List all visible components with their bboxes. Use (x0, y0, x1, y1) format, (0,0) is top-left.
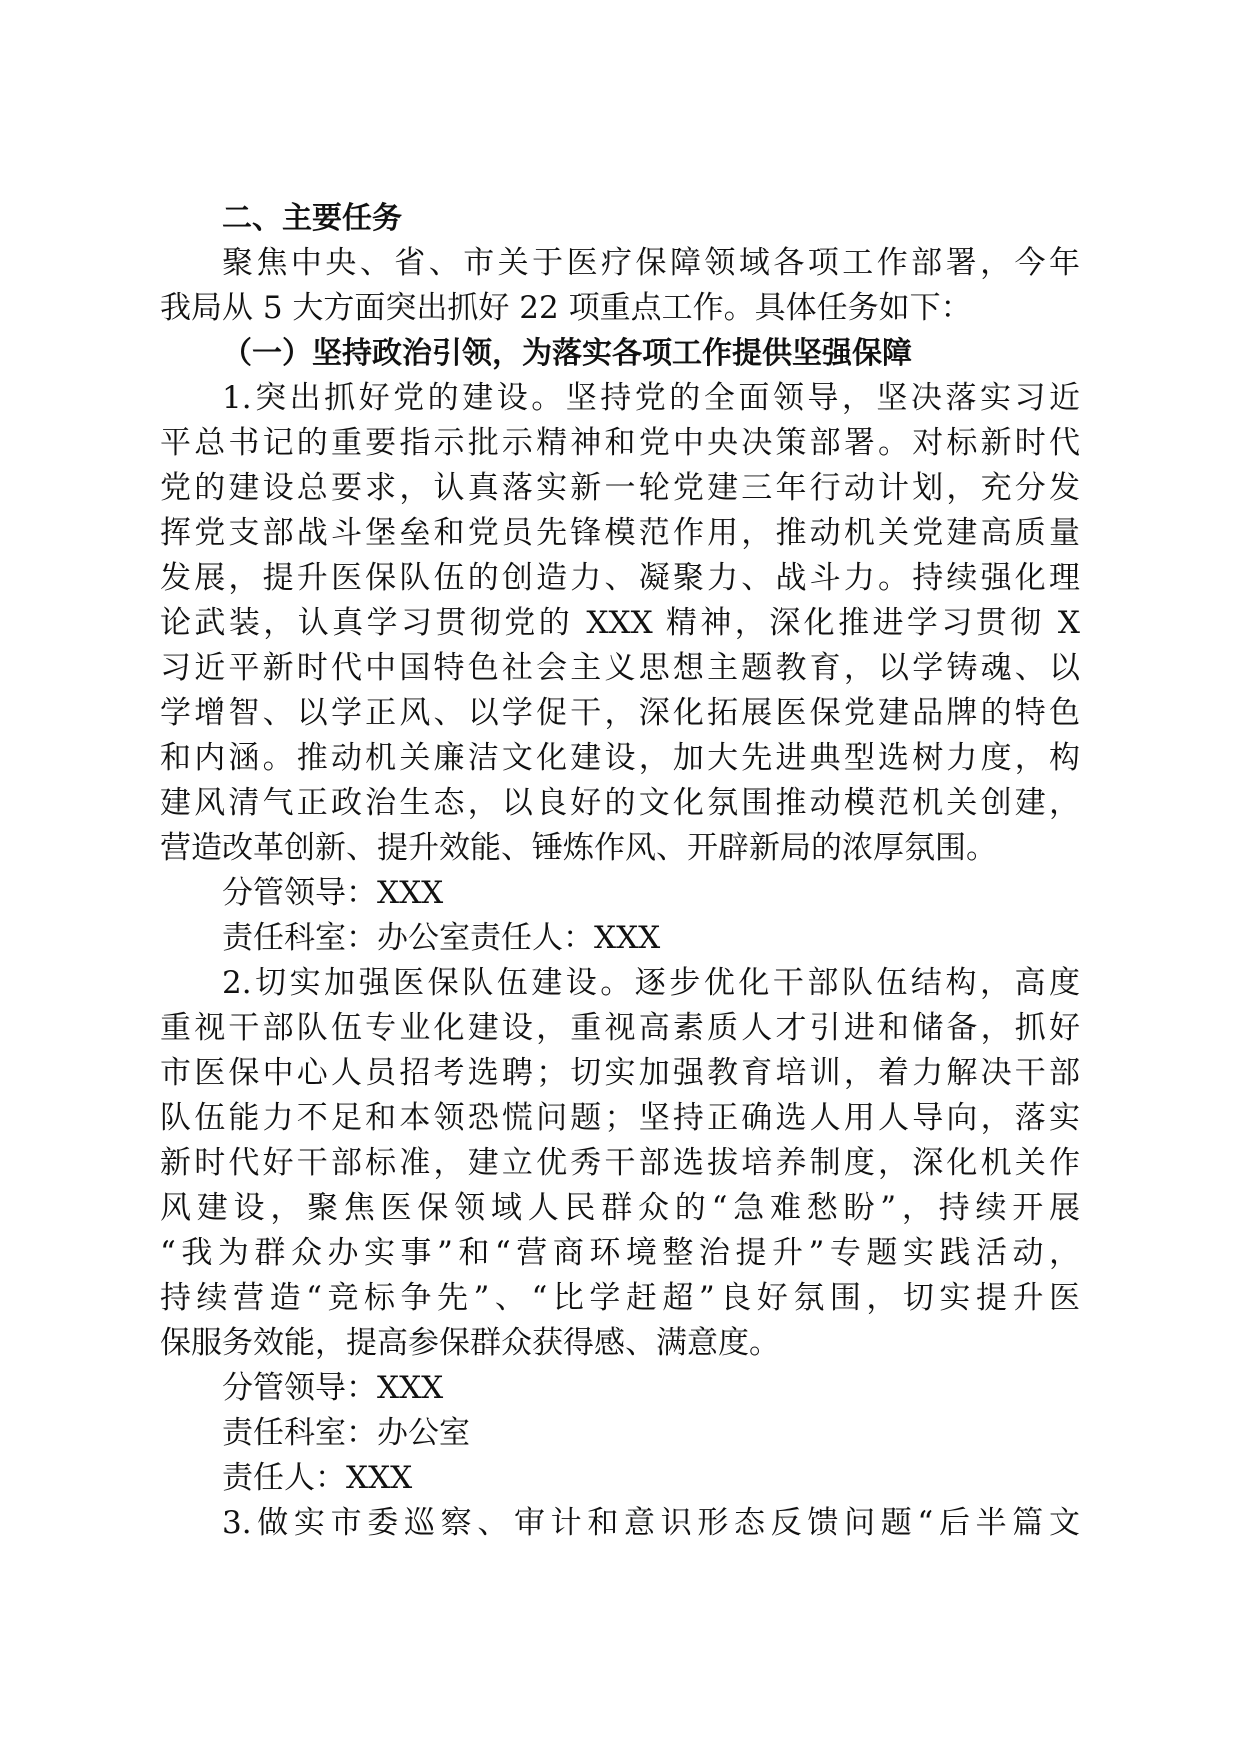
leader-line: 分管领导：XXX (222, 1370, 444, 1406)
paragraph-line: 学增智、以学正风、以学促干，深化拓展医保党建品牌的特色 (160, 695, 1080, 731)
office-line: 责任科室：办公室 (222, 1415, 470, 1451)
paragraph-line: 论武装，认真学习贯彻党的 XXX 精神，深化推进学习贯彻 X (160, 605, 1080, 641)
paragraph-line: 持续营造“竞标争先”、“比学赶超”良好氛围，切实提升医 (160, 1280, 1080, 1316)
paragraph-line: 营造改革创新、提升效能、锤炼作风、开辟新局的浓厚氛围。 (160, 830, 997, 866)
paragraph-line: “我为群众办实事”和“营商环境整治提升”专题实践活动， (160, 1235, 1080, 1271)
section-heading: 二、主要任务 (222, 201, 402, 236)
office-line: 责任科室：办公室责任人：XXX (222, 920, 661, 956)
paragraph-line: 队伍能力不足和本领恐慌问题；坚持正确选人用人导向，落实 (160, 1100, 1080, 1136)
paragraph-line: 习近平新时代中国特色社会主义思想主题教育，以学铸魂、以 (160, 650, 1080, 686)
document-body (160, 196, 1080, 1546)
paragraph-line: 党的建设总要求，认真落实新一轮党建三年行动计划，充分发 (160, 470, 1080, 506)
paragraph-line: 新时代好干部标准，建立优秀干部选拔培养制度，深化机关作 (160, 1145, 1080, 1181)
paragraph-line: 挥党支部战斗堡垒和党员先锋模范作用，推动机关党建高质量 (160, 515, 1080, 551)
paragraph-line: 风建设，聚焦医保领域人民群众的“急难愁盼”，持续开展 (160, 1190, 1080, 1226)
paragraph-line: 和内涵。推动机关廉洁文化建设，加大先进典型选树力度，构 (160, 740, 1080, 776)
paragraph-line: 平总书记的重要指示批示精神和党中央决策部署。对标新时代 (160, 425, 1080, 461)
intro-line: 我局从 5 大方面突出抓好 22 项重点工作。具体任务如下： (160, 290, 972, 326)
leader-line: 分管领导：XXX (222, 875, 444, 911)
paragraph-line: 发展，提升医保队伍的创造力、凝聚力、战斗力。持续强化理 (160, 560, 1080, 596)
paragraph-line: 3.做实市委巡察、审计和意识形态反馈问题“后半篇文 (222, 1505, 1080, 1541)
paragraph-line: 保服务效能，提高参保群众获得感、满意度。 (160, 1325, 780, 1361)
paragraph-line: 1.突出抓好党的建设。坚持党的全面领导，坚决落实习近 (222, 380, 1080, 416)
paragraph-line: 市医保中心人员招考选聘；切实加强教育培训，着力解决干部 (160, 1055, 1080, 1091)
paragraph-line: 2.切实加强医保队伍建设。逐步优化干部队伍结构，高度 (222, 965, 1080, 1001)
paragraph-line: 建风清气正政治生态，以良好的文化氛围推动模范机关创建， (160, 785, 1080, 821)
intro-line: 聚焦中央、省、市关于医疗保障领域各项工作部署，今年 (222, 245, 1080, 281)
person-line: 责任人：XXX (222, 1460, 413, 1496)
subsection-heading: （一）坚持政治引领，为落实各项工作提供坚强保障 (222, 336, 912, 371)
paragraph-line: 重视干部队伍专业化建设，重视高素质人才引进和储备，抓好 (160, 1010, 1080, 1046)
